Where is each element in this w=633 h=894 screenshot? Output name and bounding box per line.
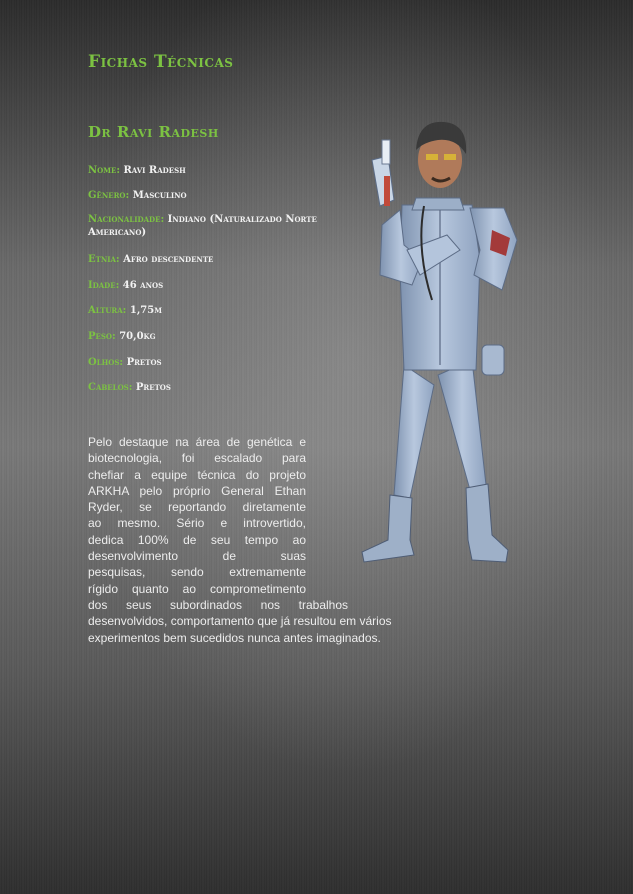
- field-label: Olhos:: [88, 357, 124, 368]
- field-label: Idade:: [88, 280, 120, 291]
- field-value: Pretos: [126, 357, 162, 368]
- field-value: 70,0kg: [119, 331, 156, 342]
- bio-line: dos seus subordinados nos trabalhos: [88, 597, 348, 612]
- field-cabelos: [88, 381, 358, 394]
- field-idade: [88, 279, 358, 292]
- field-nacionalidade: [88, 213, 358, 239]
- field-label: Nome:: [88, 165, 121, 176]
- field-nome: [88, 164, 358, 177]
- scientist-illustration: [352, 110, 527, 580]
- character-name: Dr Ravi Radesh: [88, 123, 219, 141]
- field-label: Cabelos:: [88, 382, 133, 393]
- field-altura: [88, 304, 358, 317]
- bio-line: pesquisas, sendo extremamente: [88, 565, 306, 580]
- bio-line: biotecnologia, foi escalado para: [88, 451, 306, 466]
- field-value: Afro descendente: [123, 254, 214, 265]
- bio-line: Pelo destaque na área de genética e: [88, 435, 306, 449]
- field-etnia: [88, 253, 358, 266]
- field-label: Etnia:: [88, 254, 120, 265]
- doc-title: Fichas Técnicas: [88, 52, 234, 72]
- field-genero: [88, 189, 358, 202]
- field-value: Masculino: [132, 190, 187, 201]
- bio-line: chefiar a equipe técnica do projeto: [88, 467, 306, 482]
- bio-line: ao mesmo. Sério e introvertido,: [88, 516, 306, 531]
- bio-line: experimentos bem sucedidos nunca antes imaginados.: [88, 630, 381, 645]
- bio-line: desenvolvimento de suas: [88, 549, 306, 564]
- field-value: 1,75m: [129, 305, 162, 316]
- bio-line: ARKHA pelo próprio General Ethan: [88, 483, 306, 498]
- field-label: Nacionalidade:: [88, 214, 165, 225]
- field-value: 46 anos: [122, 280, 164, 291]
- field-peso: [88, 330, 358, 343]
- bio-line: Ryder, se reportando diretamente: [88, 500, 306, 515]
- field-value: Ravi Radesh: [123, 165, 186, 176]
- field-olhos: [88, 356, 358, 369]
- bio-line: dedica 100% de seu tempo ao: [88, 532, 306, 547]
- bio-paragraph: [88, 434, 392, 646]
- field-value: Pretos: [135, 382, 171, 393]
- field-value: Indiano (Naturalizado Norte Americano): [88, 214, 317, 238]
- bio-line: desenvolvidos, comportamento que já resultou em vários: [88, 614, 392, 629]
- bio-line: rígido quanto ao comprometimento: [88, 581, 306, 596]
- field-label: Altura:: [88, 305, 127, 316]
- field-label: Gênero:: [88, 190, 130, 201]
- field-label: Peso:: [88, 331, 116, 342]
